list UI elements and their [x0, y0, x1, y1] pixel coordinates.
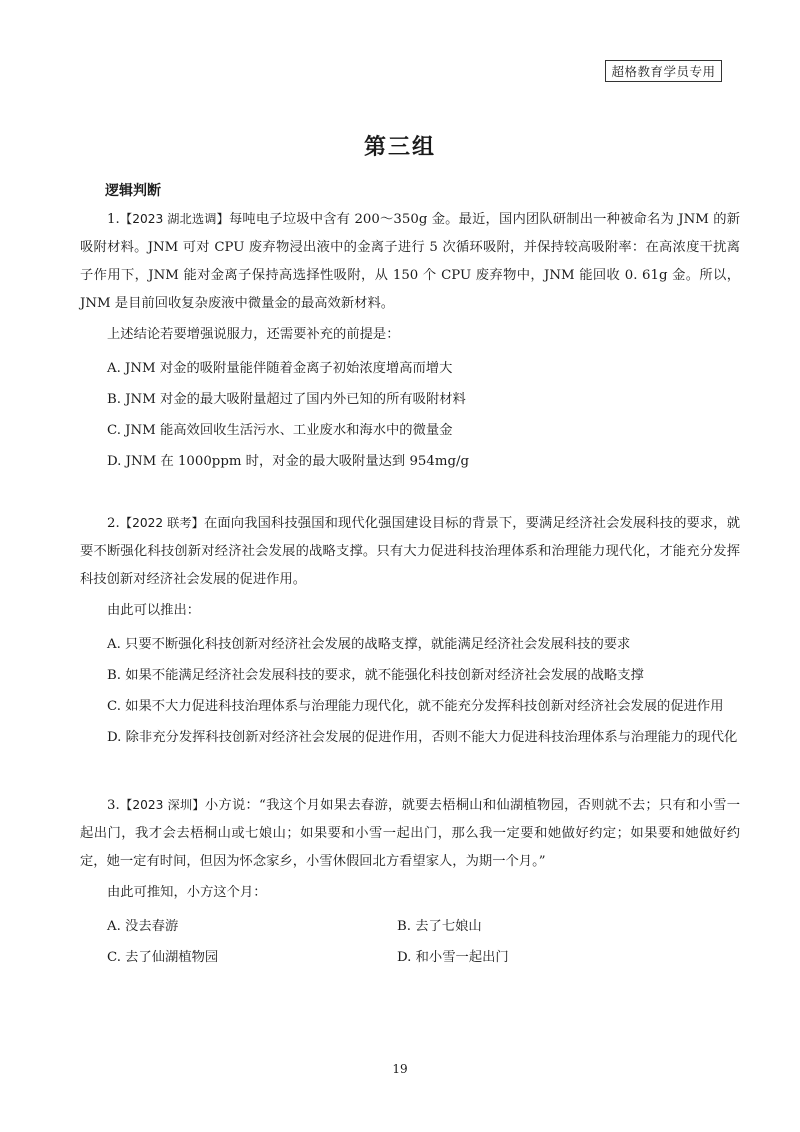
- option-b: B. 如果不能满足经济社会发展科技的要求，就不能强化科技创新对经济社会发展的战略支撑: [107, 668, 644, 683]
- question-stem: [80, 791, 740, 876]
- option-c: C. 如果不大力促进科技治理体系与治理能力现代化，就不能充分发挥科技创新对经济社会发展的促进作用: [107, 699, 724, 714]
- question-number: 3.: [107, 798, 120, 813]
- question-source: 【2023 湖北选调】: [119, 212, 229, 226]
- question-2: [80, 509, 740, 753]
- question-text: 小方说：“我这个月如果去春游，就要去梧桐山和仙湖植物园，否则就不去；只有和小雪一起出门，我才会去梧桐山或七娘山；如果要和小雪一起出门，那么我一定要和她做好约定；如果要和她做好约定，她一定有时间，但因为怀念家乡，小雪休假回北方看望家人，为期一个月。”: [80, 798, 741, 869]
- option-a: A. 只要不断强化科技创新对经济社会发展的战略支撑，就能满足经济社会发展科技的要求: [107, 637, 631, 652]
- option-d: D. 和小雪一起出门: [397, 950, 509, 965]
- options-grid: [80, 911, 740, 973]
- section-title: 逻辑判断: [105, 183, 161, 199]
- option-b: B. JNM 对金的最大吸附量超过了国内外已知的所有吸附材料: [107, 392, 466, 407]
- option-a: A. 没去春游: [107, 919, 179, 934]
- question-stem: [80, 509, 740, 594]
- question-source: 【2022 联考】: [119, 516, 204, 530]
- question-source: 【2023 深圳】: [119, 798, 205, 812]
- option-b: B. 去了七娘山: [397, 919, 482, 934]
- question-1: [80, 205, 740, 477]
- question-list: [80, 205, 740, 973]
- question-prompt: 上述结论若要增强说服力，还需要补充的前提是：: [107, 327, 400, 342]
- question-number: 2.: [107, 516, 120, 531]
- question-number: 1.: [107, 212, 120, 227]
- page-number: 19: [392, 1062, 408, 1076]
- question-prompt: 由此可推知，小方这个月：: [107, 885, 267, 900]
- option-d: D. JNM 在 1000ppm 时，对金的最大吸附量达到 954mg/g: [107, 454, 469, 469]
- question-text: 在面向我国科技强国和现代化强国建设目标的背景下，要满足经济社会发展科技的要求，就要不断强化科技创新对经济社会发展的战略支撑。只有大力促进科技治理体系和治理能力现代化，才能充分发挥科技创新对经济社会发展的促进作用。: [80, 516, 740, 587]
- option-c: C. JNM 能高效回收生活污水、工业废水和海水中的微量金: [107, 423, 453, 438]
- option-a: A. JNM 对金的吸附量能伴随着金离子初始浓度增高而增大: [107, 361, 453, 376]
- question-text: 每吨电子垃圾中含有 200～350g 金。最近，国内团队研制出一种被命名为 JNM 的新吸附材料。JNM 可对 CPU 废弃物浸出液中的金离子进行 5 次循环吸附，并保持较高吸附率：在高浓度干扰离子作用下，JNM 能对金离子保持高选择性吸附，从 150 个 CPU 废弃物中，JNM 能回收 0. 61g 金。所以，JNM 是目前回收复杂废液中微量金的最高效新材料。: [80, 212, 740, 311]
- question-prompt: 由此可以推出：: [107, 603, 201, 618]
- option-c: C. 去了仙湖植物园: [107, 950, 219, 965]
- page-title: 第三组: [363, 134, 436, 160]
- question-stem: [80, 205, 740, 318]
- option-d: D. 除非充分发挥科技创新对经济社会发展的促进作用，否则不能大力促进科技治理体系与治理能力的现代化: [107, 730, 738, 745]
- watermark-stamp: 超格教育学员专用: [605, 60, 722, 82]
- question-3: [80, 791, 740, 973]
